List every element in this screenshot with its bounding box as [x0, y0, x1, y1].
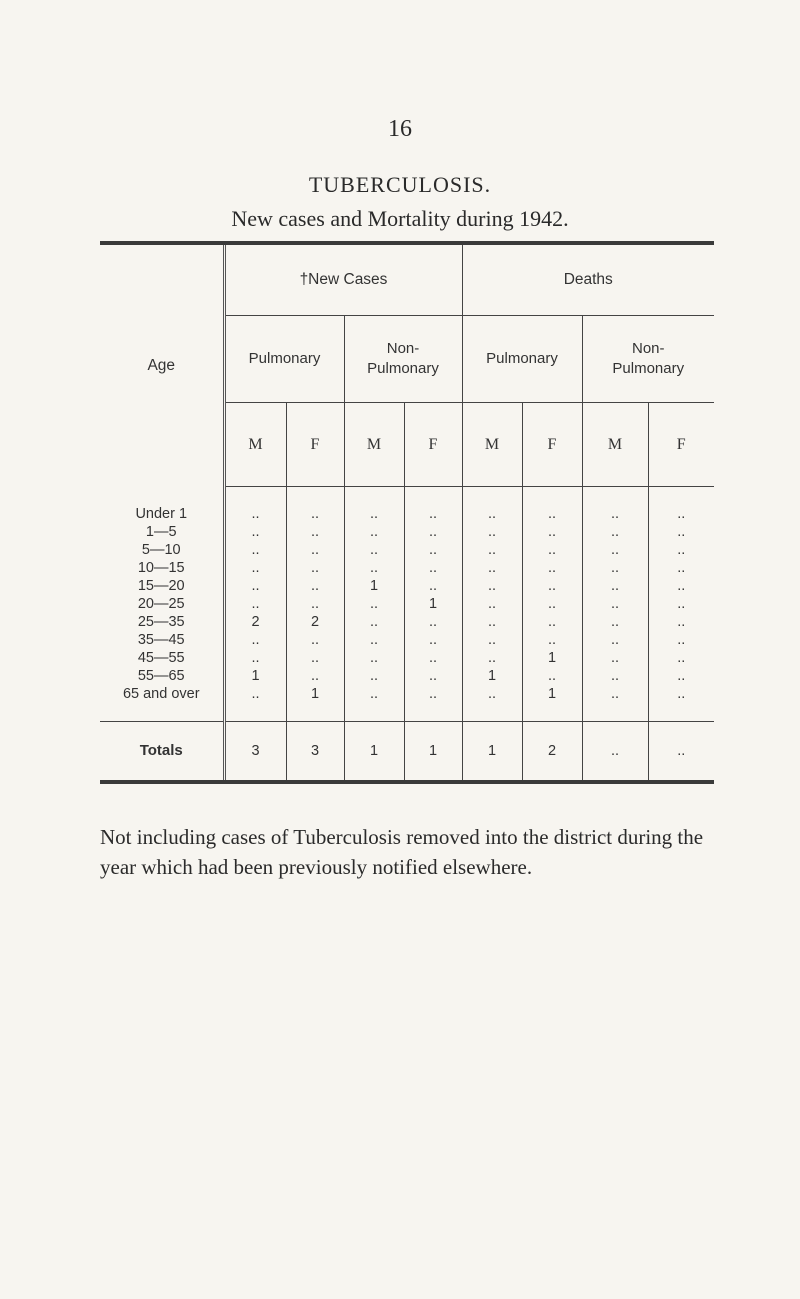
value-cell: .. — [522, 595, 582, 613]
value-cell: .. — [648, 685, 714, 722]
value-cell: .. — [286, 631, 344, 649]
value-cell: .. — [462, 631, 522, 649]
total-cell: .. — [582, 722, 648, 783]
value-cell: .. — [648, 613, 714, 631]
value-cell: .. — [522, 541, 582, 559]
value-cell: .. — [344, 559, 404, 577]
value-cell: .. — [648, 631, 714, 649]
value-cell: .. — [462, 685, 522, 722]
deaths-header: Deaths — [462, 245, 714, 316]
age-cell: Under 1 — [100, 487, 224, 524]
table-row — [100, 577, 714, 595]
footnote: Not including cases of Tuberculosis removed into the district during the year which had been previously notified elsewhere. — [100, 825, 704, 879]
value-cell: .. — [344, 595, 404, 613]
value-cell: .. — [648, 595, 714, 613]
value-cell: .. — [462, 559, 522, 577]
table-body — [100, 487, 714, 783]
value-cell: 1 — [522, 649, 582, 667]
value-cell: .. — [404, 523, 462, 541]
age-cell: 10—15 — [100, 559, 224, 577]
age-cell: 55—65 — [100, 667, 224, 685]
value-cell: .. — [344, 685, 404, 722]
value-cell: .. — [286, 487, 344, 524]
age-cell: 20—25 — [100, 595, 224, 613]
tuberculosis-table — [100, 241, 714, 784]
value-cell: .. — [462, 577, 522, 595]
value-cell: .. — [286, 577, 344, 595]
value-cell: .. — [224, 541, 286, 559]
table-row — [100, 559, 714, 577]
value-cell: .. — [224, 595, 286, 613]
age-cell: 25—35 — [100, 613, 224, 631]
value-cell: .. — [404, 649, 462, 667]
total-cell: 3 — [286, 722, 344, 783]
value-cell: .. — [582, 685, 648, 722]
value-cell: 1 — [522, 685, 582, 722]
value-cell: .. — [344, 523, 404, 541]
total-cell: 1 — [404, 722, 462, 783]
total-cell: 1 — [344, 722, 404, 783]
value-cell: .. — [522, 613, 582, 631]
new-cases-header: †New Cases — [299, 271, 388, 288]
value-cell: .. — [404, 667, 462, 685]
value-cell: .. — [286, 595, 344, 613]
value-cell: .. — [224, 487, 286, 524]
value-cell: .. — [522, 577, 582, 595]
table-row — [100, 649, 714, 667]
value-cell: .. — [648, 577, 714, 595]
table-row — [100, 523, 714, 541]
value-cell: .. — [224, 577, 286, 595]
value-cell: .. — [404, 541, 462, 559]
deaths-non-pulmonary-line2: Pulmonary — [612, 360, 685, 377]
page-title: TUBERCULOSIS. — [308, 172, 492, 197]
age-cell: 5—10 — [100, 541, 224, 559]
value-cell: .. — [224, 523, 286, 541]
sex-header-f: F — [522, 403, 582, 487]
age-cell: 15—20 — [100, 577, 224, 595]
value-cell: .. — [462, 487, 522, 524]
value-cell: .. — [344, 613, 404, 631]
value-cell: .. — [462, 523, 522, 541]
value-cell: 1 — [286, 685, 344, 722]
value-cell: .. — [404, 685, 462, 722]
table-row — [100, 631, 714, 649]
value-cell: .. — [404, 487, 462, 524]
sex-header-f: F — [404, 403, 462, 487]
table-row — [100, 487, 714, 524]
value-cell: .. — [344, 631, 404, 649]
value-cell: .. — [286, 523, 344, 541]
value-cell: .. — [462, 541, 522, 559]
deaths-non-pulmonary-header — [582, 316, 714, 403]
value-cell: .. — [286, 541, 344, 559]
total-cell: 3 — [224, 722, 286, 783]
table-row — [100, 613, 714, 631]
value-cell: .. — [582, 523, 648, 541]
new-pulmonary-header: Pulmonary — [224, 316, 344, 403]
value-cell: .. — [462, 595, 522, 613]
value-cell: 1 — [404, 595, 462, 613]
value-cell: .. — [582, 541, 648, 559]
value-cell: .. — [582, 649, 648, 667]
value-cell: .. — [648, 559, 714, 577]
table-row — [100, 667, 714, 685]
value-cell: .. — [582, 613, 648, 631]
value-cell: 2 — [286, 613, 344, 631]
value-cell: .. — [462, 649, 522, 667]
total-cell: 1 — [462, 722, 522, 783]
value-cell: .. — [582, 559, 648, 577]
deaths-pulmonary-header: Pulmonary — [462, 316, 582, 403]
value-cell: .. — [224, 559, 286, 577]
deaths-non-pulmonary-line1: Non- — [631, 340, 665, 357]
value-cell: .. — [404, 577, 462, 595]
value-cell: .. — [522, 487, 582, 524]
value-cell: .. — [224, 631, 286, 649]
sex-header-m: M — [462, 403, 522, 487]
totals-label: Totals — [100, 722, 224, 783]
page-number: 16 — [388, 116, 412, 142]
age-header: Age — [100, 245, 224, 487]
value-cell: .. — [648, 667, 714, 685]
value-cell: .. — [344, 649, 404, 667]
sex-header-m: M — [224, 403, 286, 487]
age-cell: 1—5 — [100, 523, 224, 541]
age-cell: 65 and over — [100, 685, 224, 722]
new-non-pulmonary-line1: Non- — [386, 340, 420, 357]
value-cell: .. — [648, 523, 714, 541]
table-row — [100, 685, 714, 722]
value-cell: .. — [404, 559, 462, 577]
value-cell: .. — [344, 487, 404, 524]
value-cell: 2 — [224, 613, 286, 631]
value-cell: .. — [224, 685, 286, 722]
value-cell: .. — [582, 595, 648, 613]
age-cell: 45—55 — [100, 649, 224, 667]
value-cell: .. — [404, 613, 462, 631]
value-cell: .. — [522, 523, 582, 541]
value-cell: .. — [344, 667, 404, 685]
value-cell: .. — [522, 667, 582, 685]
value-cell: 1 — [344, 577, 404, 595]
total-cell: .. — [648, 722, 714, 783]
value-cell: .. — [462, 613, 522, 631]
table-row — [100, 541, 714, 559]
new-non-pulmonary-line2: Pulmonary — [367, 360, 439, 377]
value-cell: .. — [582, 487, 648, 524]
value-cell: .. — [522, 559, 582, 577]
value-cell: .. — [582, 577, 648, 595]
sex-header-f: F — [648, 403, 714, 487]
value-cell: .. — [286, 667, 344, 685]
value-cell: .. — [582, 667, 648, 685]
value-cell: .. — [404, 631, 462, 649]
sex-header-m: M — [344, 403, 404, 487]
new-non-pulmonary-header — [344, 316, 462, 403]
value-cell: .. — [224, 649, 286, 667]
value-cell: .. — [286, 649, 344, 667]
table-row — [100, 595, 714, 613]
value-cell: .. — [344, 541, 404, 559]
total-cell: 2 — [522, 722, 582, 783]
value-cell: .. — [286, 559, 344, 577]
value-cell: .. — [522, 631, 582, 649]
value-cell: .. — [582, 631, 648, 649]
value-cell: .. — [648, 541, 714, 559]
value-cell: 1 — [462, 667, 522, 685]
sex-header-f: F — [286, 403, 344, 487]
totals-row — [100, 722, 714, 783]
age-cell: 35—45 — [100, 631, 224, 649]
value-cell: .. — [648, 649, 714, 667]
value-cell: .. — [648, 487, 714, 524]
sex-header-m: M — [582, 403, 648, 487]
value-cell: 1 — [224, 667, 286, 685]
page-subtitle: New cases and Mortality during 1942. — [231, 206, 569, 231]
